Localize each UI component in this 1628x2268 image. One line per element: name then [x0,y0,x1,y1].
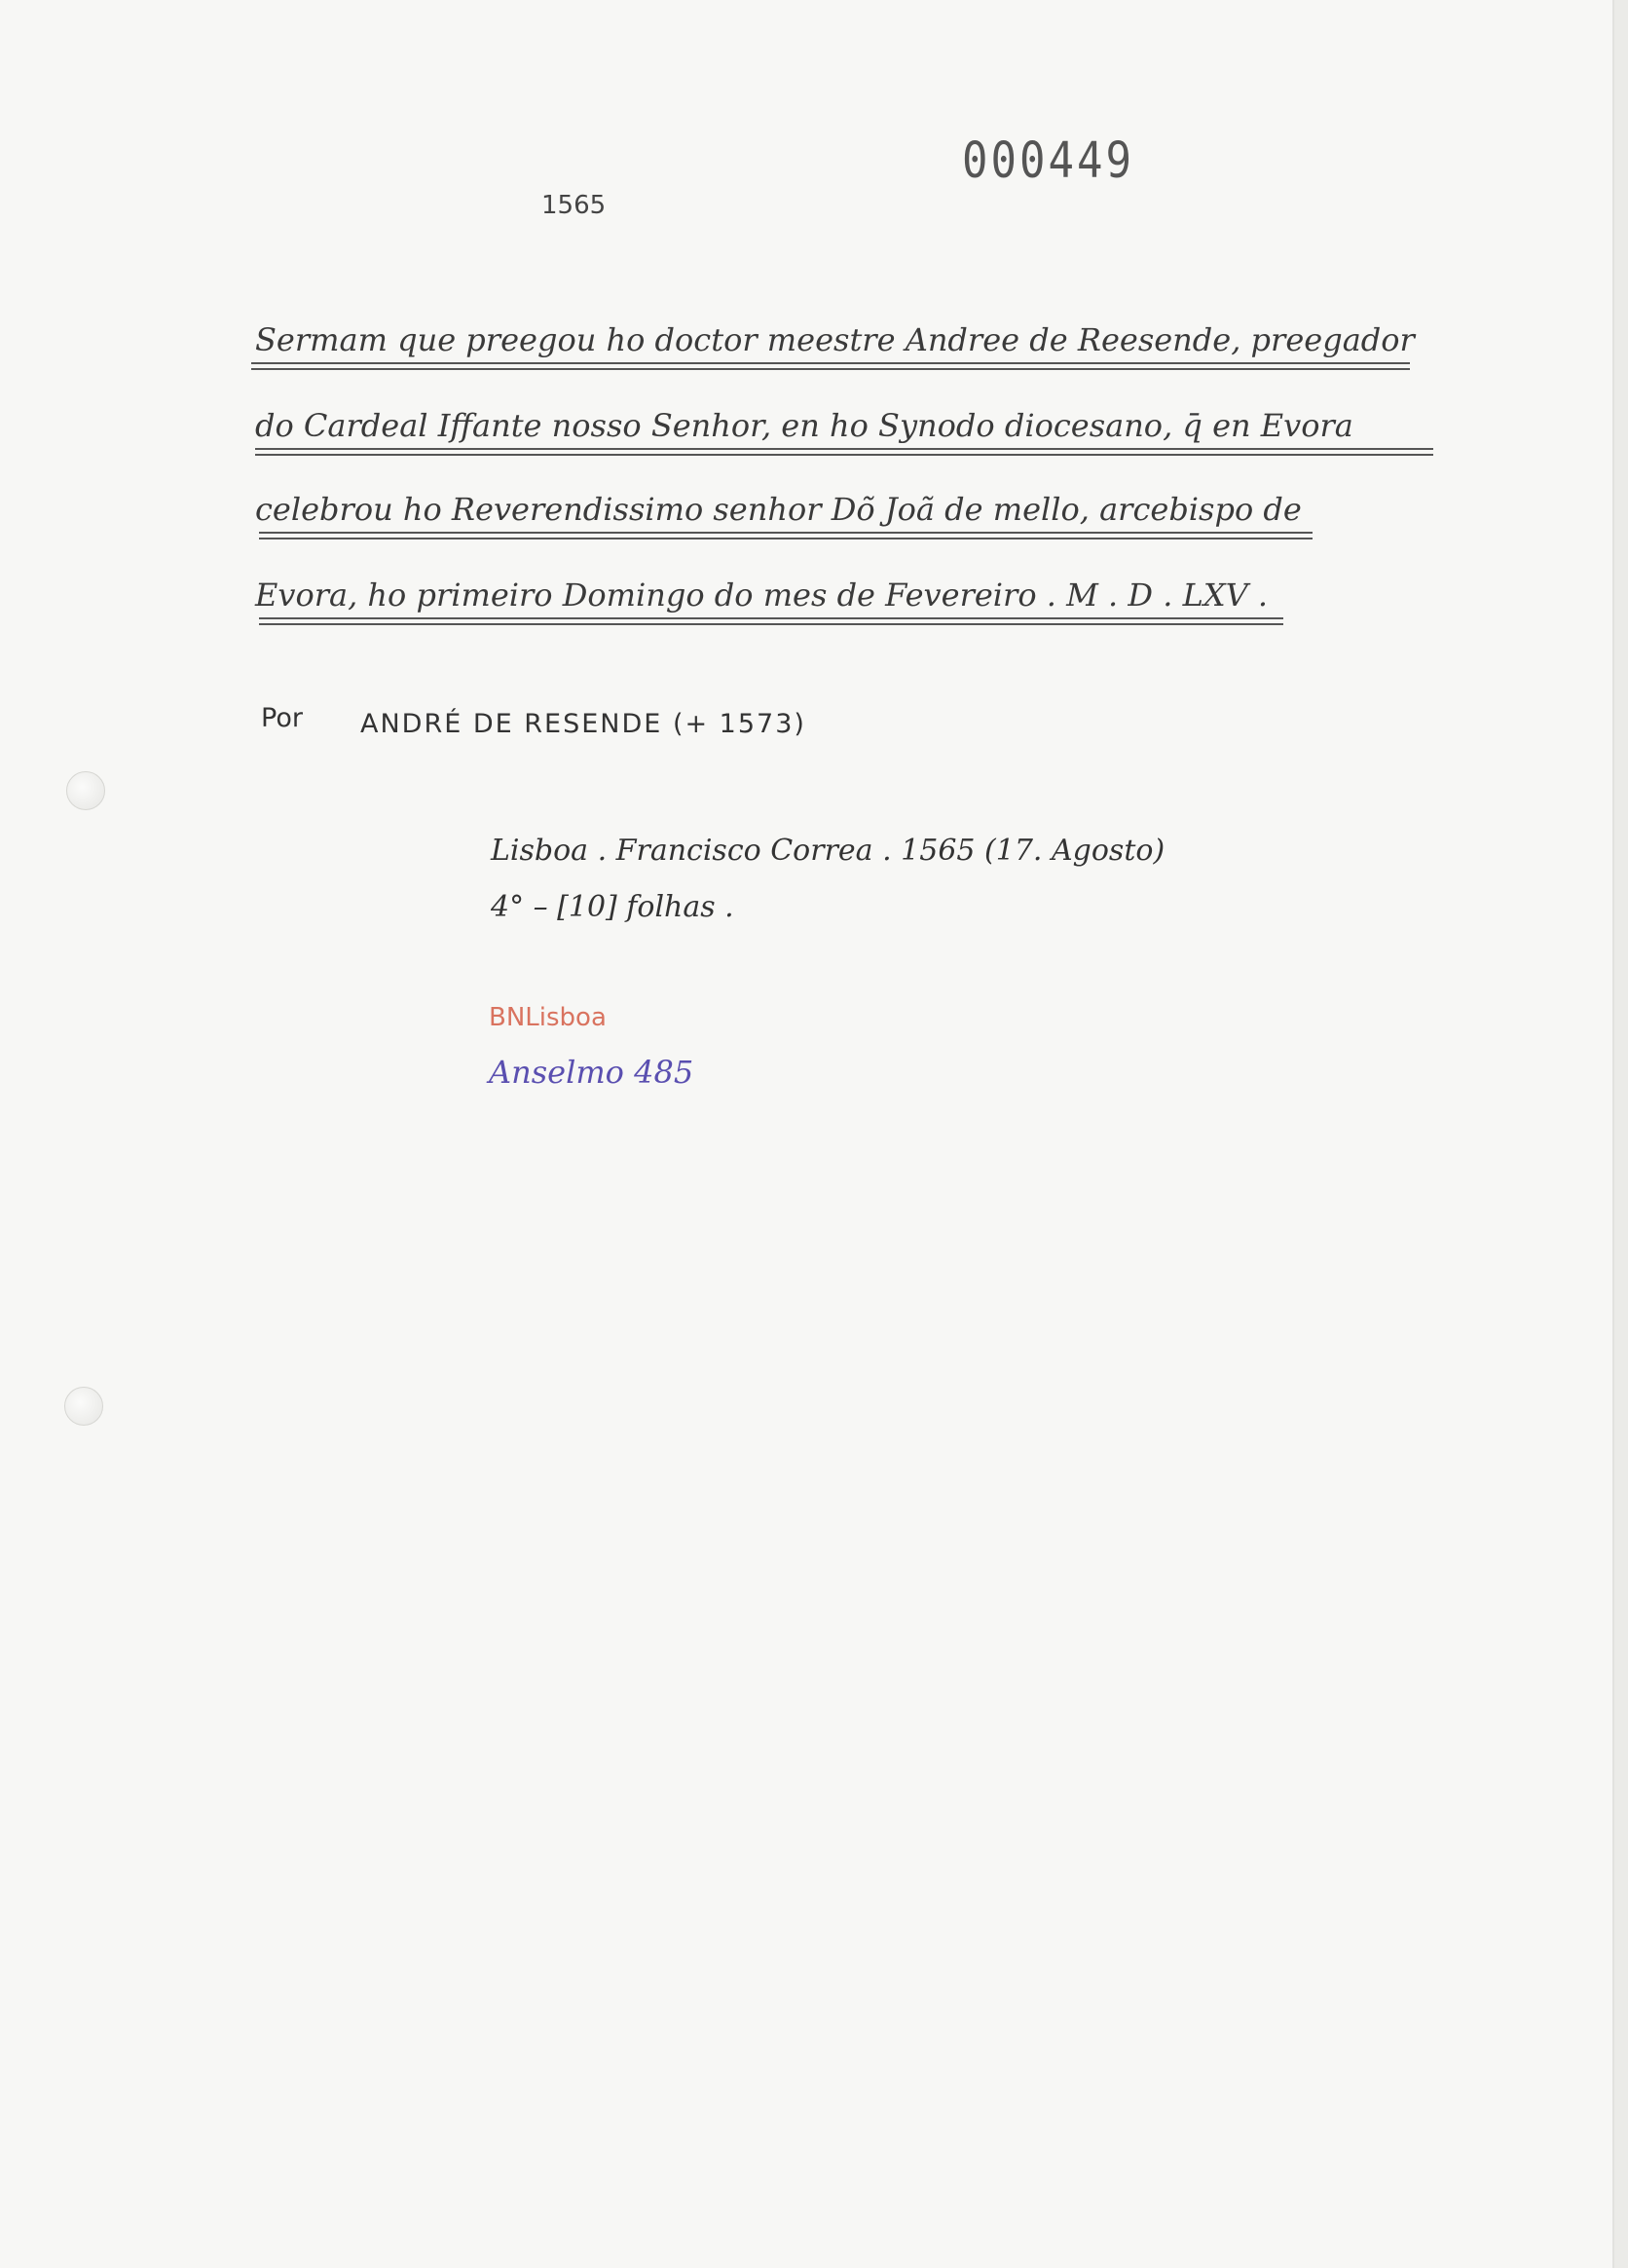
title-underline-2 [255,448,1433,450]
stamp-number: 000449 [962,132,1134,190]
imprint: Lisboa . Francisco Correa . 1565 (17. Agosto) [491,834,1166,868]
page-edge [1614,0,1628,2268]
title-line-3: celebrou ho Reverendissimo senhor Dõ Joã de mello, arcebispo de [255,491,1302,528]
title-line-1: Sermam que preegou ho doctor meestre Andree de Reesende, preegador [255,321,1415,358]
bibliographic-reference: Anselmo 485 [489,1054,694,1091]
title-underline-1b [251,368,1410,370]
title-underline-4 [259,617,1283,619]
title-underline-3 [259,532,1313,534]
title-underline-2b [255,454,1433,456]
by-label: Por [261,703,303,733]
title-underline-3b [259,538,1313,539]
title-underline-4b [259,623,1283,625]
punch-hole-top [66,771,105,810]
year-heading: 1565 [541,191,607,220]
title-underline-1 [251,362,1410,364]
title-line-2: do Cardeal Iffante nosso Senhor, en ho Synodo diocesano, q̄ en Evora [255,407,1353,444]
author-name: ANDRÉ DE RESENDE (+ 1573) [360,709,806,739]
format: 4° – [10] folhas . [491,890,734,924]
punch-hole-bottom [64,1387,103,1426]
title-line-4: Evora, ho primeiro Domingo do mes de Fevereiro . M . D . LXV . [255,576,1269,613]
library-location: BNLisboa [489,1003,607,1032]
